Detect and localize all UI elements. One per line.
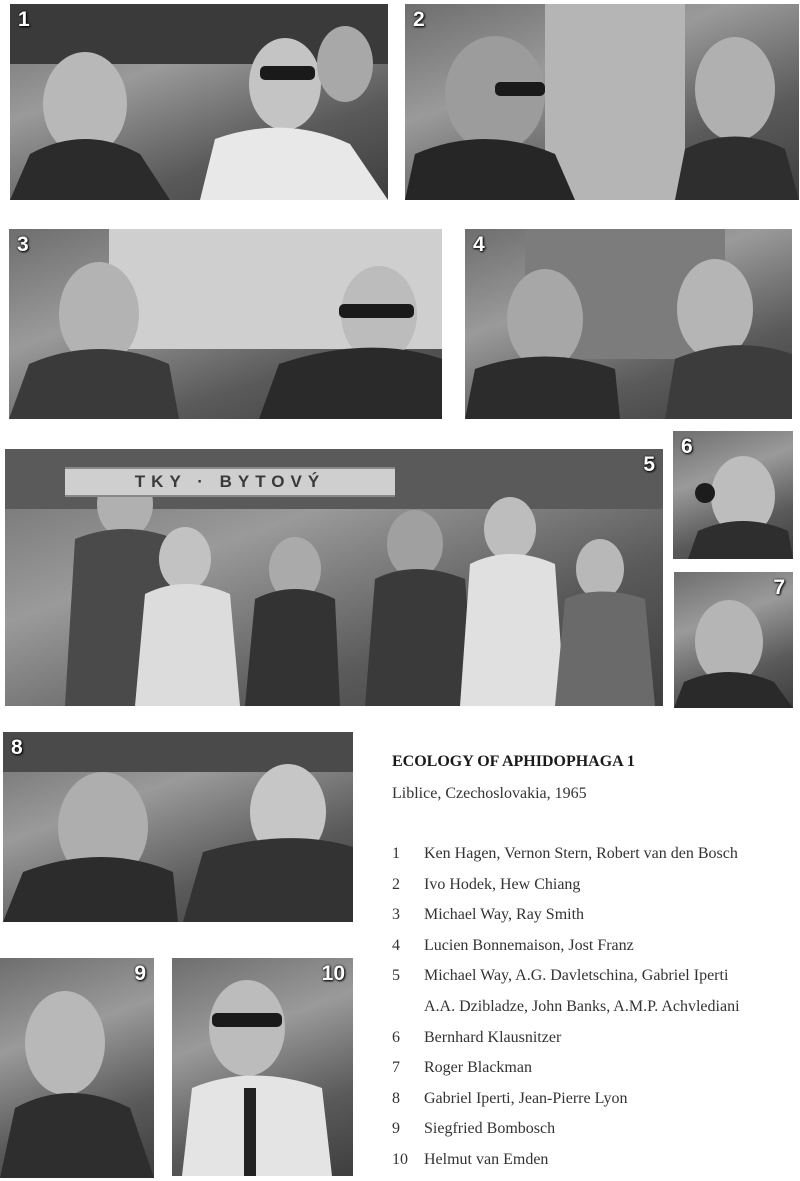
caption-subtitle: Liblice, Czechoslovakia, 1965 <box>392 785 587 802</box>
legend-row <box>392 1028 792 1059</box>
photo-4 <box>465 229 792 419</box>
photo-number: 10 <box>321 962 345 985</box>
legend-number: 2 <box>392 875 400 893</box>
legend-names: Michael Way, A.G. Davletschina, Gabriel Iperti <box>424 967 729 985</box>
legend-row <box>392 1119 792 1150</box>
photo-2 <box>405 4 799 200</box>
storefront-sign: TKY · BYTOVÝ <box>65 467 395 497</box>
legend-number: 9 <box>392 1120 400 1138</box>
photo-number: 6 <box>681 435 693 458</box>
photo-number: 2 <box>413 8 425 31</box>
photo-10-image <box>172 958 353 1176</box>
photo-2-image <box>405 4 799 200</box>
photo-8-image <box>3 732 353 922</box>
legend-row <box>392 1150 792 1181</box>
photo-3 <box>9 229 442 419</box>
legend-names: Gabriel Iperti, Jean-Pierre Lyon <box>424 1089 628 1107</box>
photo-8 <box>3 732 353 922</box>
legend-number: 10 <box>392 1150 408 1168</box>
legend-row <box>392 1058 792 1089</box>
photo-6 <box>673 431 793 559</box>
legend-names: Siegfried Bombosch <box>424 1120 556 1138</box>
legend-row <box>392 1089 792 1120</box>
legend-names: A.A. Dzibladze, John Banks, A.M.P. Achvlediani <box>424 997 740 1015</box>
photo-number: 4 <box>473 233 485 256</box>
photo-7 <box>674 572 793 708</box>
legend-row <box>392 997 792 1028</box>
photo-number: 1 <box>18 8 30 31</box>
photo-1-image <box>10 4 388 200</box>
legend-number: 8 <box>392 1089 400 1107</box>
photo-number: 5 <box>643 453 655 476</box>
legend-names: Bernhard Klausnitzer <box>424 1028 562 1046</box>
photo-number: 8 <box>11 736 23 759</box>
legend-row <box>392 936 792 967</box>
photo-1 <box>10 4 388 200</box>
caption-title: ECOLOGY OF APHIDOPHAGA 1 <box>392 753 635 770</box>
photo-number: 3 <box>17 233 29 256</box>
legend-row <box>392 966 792 997</box>
legend-number: 6 <box>392 1028 400 1046</box>
legend-row <box>392 905 792 936</box>
photo-number: 9 <box>134 962 146 985</box>
photo-9 <box>0 958 154 1178</box>
photo-9-image <box>0 958 154 1178</box>
legend-names: Lucien Bonnemaison, Jost Franz <box>424 936 634 954</box>
photo-number: 7 <box>773 576 785 599</box>
legend-number: 7 <box>392 1059 400 1077</box>
legend-number: 3 <box>392 906 400 924</box>
legend-names: Ken Hagen, Vernon Stern, Robert van den Bosch <box>424 845 738 862</box>
photo-10 <box>172 958 353 1176</box>
photo-legend <box>392 844 792 1181</box>
legend-row <box>392 844 792 875</box>
photo-3-image <box>9 229 442 419</box>
legend-names: Helmut van Emden <box>424 1150 549 1168</box>
legend-number: 5 <box>392 967 400 985</box>
legend-names: Roger Blackman <box>424 1059 532 1077</box>
photo-5 <box>5 449 663 706</box>
photo-4-image <box>465 229 792 419</box>
legend-number: 1 <box>392 845 400 862</box>
legend-names: Ivo Hodek, Hew Chiang <box>424 875 581 893</box>
legend-names: Michael Way, Ray Smith <box>424 906 585 924</box>
legend-row <box>392 875 792 906</box>
legend-number: 4 <box>392 936 400 954</box>
